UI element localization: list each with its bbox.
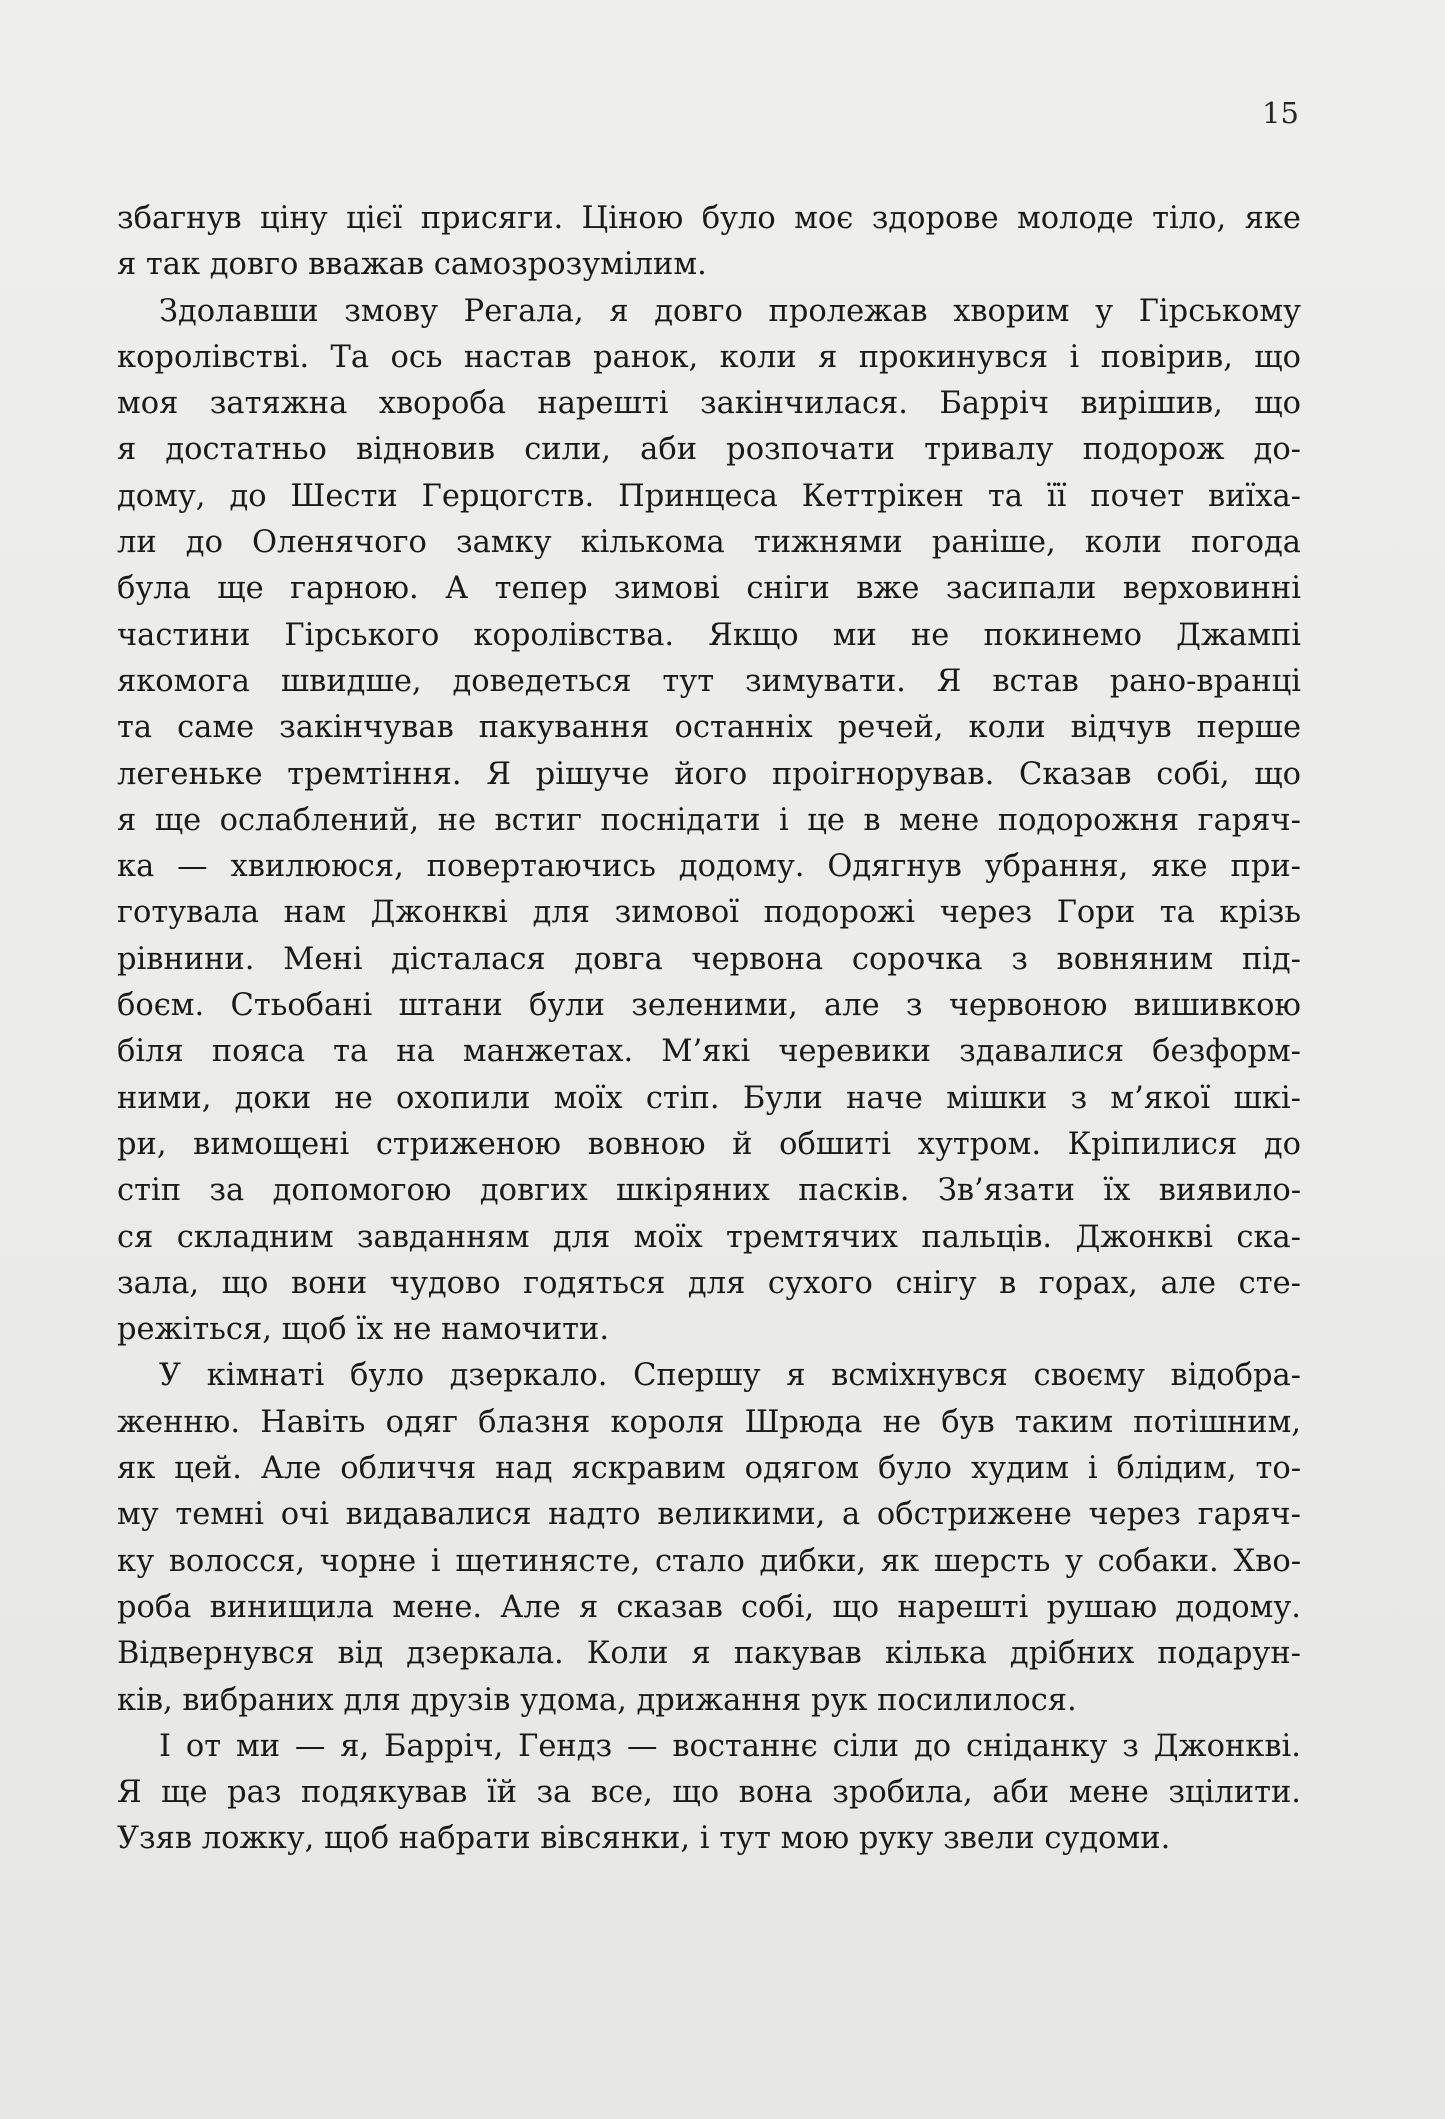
text-line: частини Гірського королівства. Якщо ми не покинемо Джампі: [117, 617, 1301, 653]
text-line: рівнини. Мені дісталася довга червона сорочка з вовняним під-: [117, 941, 1301, 977]
text-line: Я ще раз подякував їй за все, що вона зробила, аби мене зцілити.: [117, 1775, 1301, 1811]
text-line: була ще гарною. А тепер зимові сніги вже засипали верховинні: [117, 571, 1301, 607]
text-line: зала, що вони чудово годяться для сухого снігу в горах, але сте-: [117, 1265, 1301, 1301]
paragraph: [117, 1724, 1301, 1863]
text-line: У кімнаті було дзеркало. Спершу я всміхнувся своєму відобра-: [159, 1358, 1301, 1394]
text-line: я достатньо відновив сили, аби розпочати тривалу подорож до-: [117, 432, 1301, 468]
text-line: женню. Навіть одяг блазня короля Шрюда не був таким потішним,: [117, 1404, 1301, 1440]
text-line: му темні очі видавалися надто великими, а обстрижене через гаряч-: [117, 1497, 1301, 1533]
text-line: та саме закінчував пакування останніх речей, коли відчув перше: [117, 710, 1301, 746]
text-line: ка — хвилююся, повертаючись додому. Одягнув убрання, яке при-: [117, 849, 1301, 885]
text-line: І от ми — я, Барріч, Гендз — востаннє сіли до сніданку з Джонкві.: [159, 1728, 1301, 1764]
text-line: легеньке тремтіння. Я рішуче його проігнорував. Сказав собі, що: [117, 756, 1301, 792]
text-line: дому, до Шести Герцогств. Принцеса Кеттрікен та її почет виїха-: [117, 478, 1301, 514]
text-line: готувала нам Джонкві для зимової подорожі через Гори та крізь: [117, 895, 1301, 931]
page-number: 15: [1262, 96, 1299, 130]
text-line: ку волосся, чорне і щетинясте, стало дибки, як шерсть у собаки. Хво-: [117, 1543, 1301, 1579]
paragraph: [117, 289, 1301, 1354]
text-line: боєм. Стьобані штани були зеленими, але з червоною вишивкою: [117, 988, 1301, 1024]
text-line: режіться, щоб їх не намочити.: [117, 1312, 610, 1348]
text-line: як цей. Але обличчя над яскравим одягом було худим і блідим, то-: [117, 1451, 1301, 1487]
text-line: ними, доки не охопили моїх стіп. Були наче мішки з м’якої шкі-: [117, 1080, 1301, 1116]
text-line: Здолавши змову Регала, я довго пролежав хворим у Гірському: [159, 293, 1301, 329]
text-line: я так довго вважав самозрозумілим.: [117, 247, 707, 283]
text-line: королівстві. Та ось настав ранок, коли я прокинувся і повірив, що: [117, 339, 1301, 375]
text-line: стіп за допомогою довгих шкіряних пасків. Зв’язати їх виявило-: [117, 1173, 1301, 1209]
text-line: роба винищила мене. Але я сказав собі, що нарешті рушаю додому.: [117, 1589, 1301, 1625]
text-line: Відвернувся від дзеркала. Коли я пакував кілька дрібних подарун-: [117, 1636, 1301, 1672]
text-line: я ще ослаблений, не встиг поснідати і це в мене подорожня гаряч-: [117, 802, 1301, 838]
text-line: Узяв ложку, щоб набрати вівсянки, і тут мою руку звели судоми.: [117, 1821, 1171, 1857]
body-text: [117, 196, 1301, 1863]
text-line: ків, вибраних для друзів удома, дрижання рук посилилося.: [117, 1682, 1077, 1718]
paragraph: [117, 1353, 1301, 1723]
text-line: моя затяжна хвороба нарешті закінчилася. Барріч вирішив, що: [117, 386, 1301, 422]
text-line: ся складним завданням для моїх тремтячих пальців. Джонкві ска-: [117, 1219, 1301, 1255]
text-line: біля пояса та на манжетах. М’які черевики здавалися безформ-: [117, 1034, 1301, 1070]
text-line: збагнув ціну цієї присяги. Ціною було моє здорове молоде тіло, яке: [117, 201, 1301, 236]
text-line: якомога швидше, доведеться тут зимувати. Я встав рано-вранці: [117, 663, 1301, 699]
text-line: ри, вимощені стриженою вовною й обшиті хутром. Кріпилися до: [117, 1126, 1301, 1162]
text-line: ли до Оленячого замку кількома тижнями раніше, коли погода: [117, 525, 1301, 561]
paragraph: [117, 196, 1301, 289]
